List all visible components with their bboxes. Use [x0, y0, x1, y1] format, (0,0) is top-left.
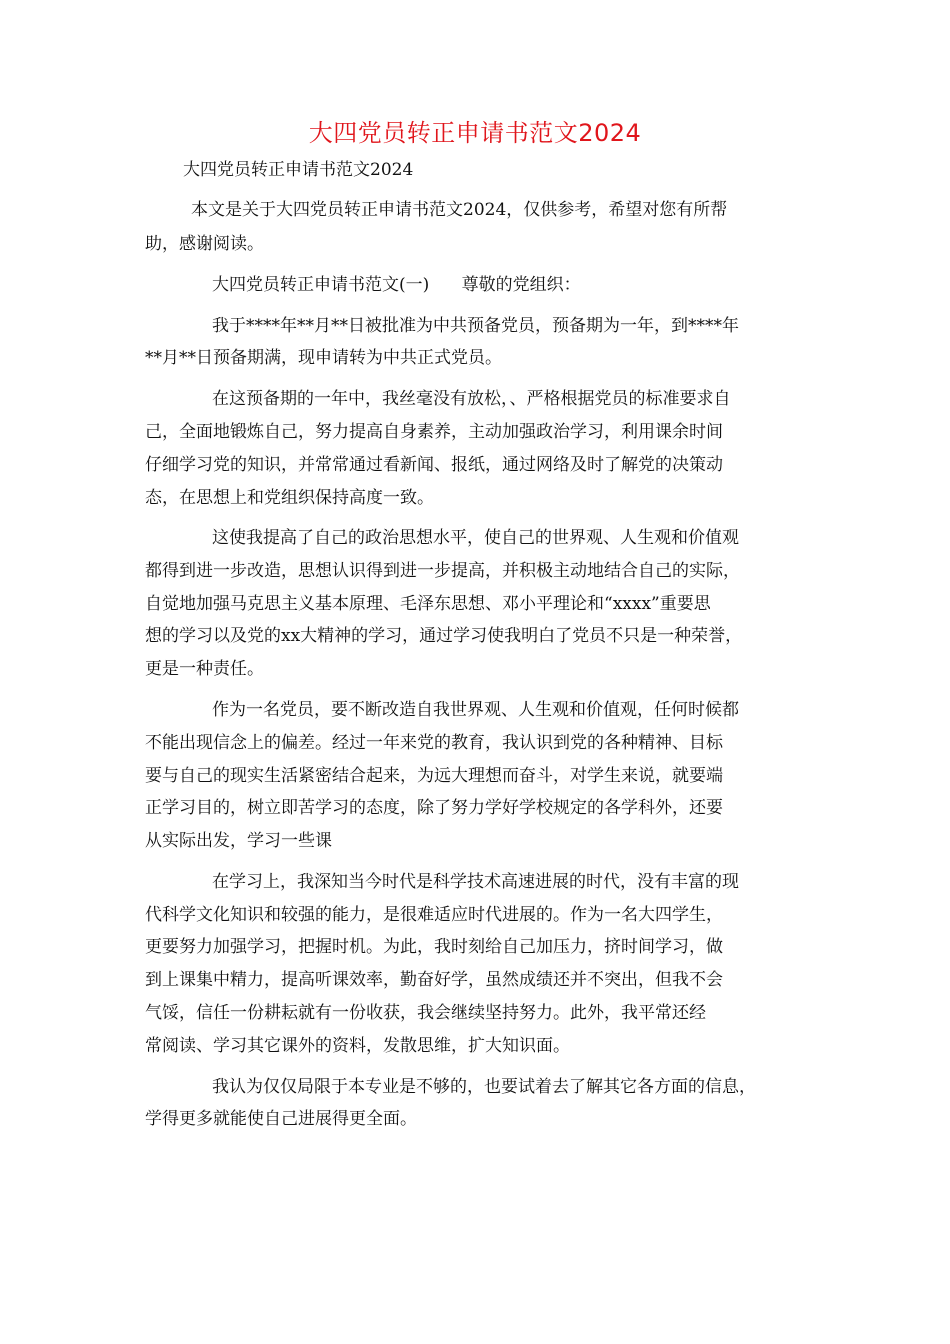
paragraph-line: 从实际出发，学习一些课: [145, 831, 332, 851]
paragraph-line: 不能出现信念上的偏差。经过一年来党的教育，我认识到党的各种精神、目标: [145, 733, 723, 753]
paragraph-line: 己，全面地锻炼自己，努力提高自身素养，主动加强政治学习，利用课余时间: [145, 422, 723, 442]
paragraph-line: 气馁，信任一份耕耘就有一份收获，我会继续坚持努力。此外，我平常还经: [145, 1003, 706, 1023]
paragraph-line: 本文是关于大四党员转正申请书范文2024，仅供参考，希望对您有所帮: [191, 200, 728, 220]
paragraph-line: 要与自己的现实生活紧密结合起来，为远大理想而奋斗，对学生来说，就要端: [145, 766, 723, 786]
paragraph-line: 到上课集中精力，提高听课效率，勤奋好学，虽然成绩还并不突出，但我不会: [145, 970, 723, 990]
paragraph-line: 仔细学习党的知识，并常常通过看新闻、报纸，通过网络及时了解党的决策动: [145, 455, 723, 475]
paragraph-line: 我认为仅仅局限于本专业是不够的，也要试着去了解其它各方面的信息，: [212, 1077, 756, 1097]
paragraph-line: 都得到进一步改造，思想认识得到进一步提高，并积极主动地结合自己的实际，: [145, 561, 740, 581]
paragraph-line: 正学习目的，树立即苦学习的态度，除了努力学好学校规定的各学科外，还要: [145, 798, 723, 818]
section-heading: 大四党员转正申请书范文(一) 尊敬的党组织：: [212, 275, 581, 295]
paragraph-line: 代科学文化知识和较强的能力，是很难适应时代进展的。作为一名大四学生，: [145, 905, 723, 925]
paragraph-line: 在学习上，我深知当今时代是科学技术高速进展的时代，没有丰富的现: [212, 872, 739, 892]
paragraph-line: 我于****年**月**日被批准为中共预备党员，预备期为一年，到****年: [212, 316, 739, 336]
paragraph-line: 想的学习以及党的xx大精神的学习，通过学习使我明白了党员不只是一种荣誉，: [145, 626, 743, 646]
paragraph-line: 自觉地加强马克思主义基本原理、毛泽东思想、邓小平理论和“xxxx”重要思: [145, 594, 711, 614]
document-title: 大四党员转正申请书范文2024: [308, 119, 642, 147]
paragraph-line: 学得更多就能使自己进展得更全面。: [145, 1109, 417, 1129]
paragraph-line: 这使我提高了自己的政治思想水平，使自己的世界观、人生观和价值观: [212, 528, 739, 548]
paragraph-line: 常阅读、学习其它课外的资料，发散思维，扩大知识面。: [145, 1036, 570, 1056]
paragraph-line: 更要努力加强学习，把握时机。为此，我时刻给自己加压力，挤时间学习，做: [145, 937, 723, 957]
paragraph-line: 作为一名党员，要不断改造自我世界观、人生观和价值观，任何时候都: [212, 700, 739, 720]
paragraph-line: 态，在思想上和党组织保持高度一致。: [145, 488, 434, 508]
subtitle-line: 大四党员转正申请书范文2024: [183, 160, 414, 180]
paragraph-line: **月**日预备期满，现申请转为中共正式党员。: [145, 348, 502, 368]
paragraph-line: 助，感谢阅读。: [145, 234, 264, 254]
paragraph-line: 更是一种责任。: [145, 659, 264, 679]
paragraph-line: 在这预备期的一年中，我丝毫没有放松，、严格根据党员的标准要求自: [212, 389, 731, 409]
